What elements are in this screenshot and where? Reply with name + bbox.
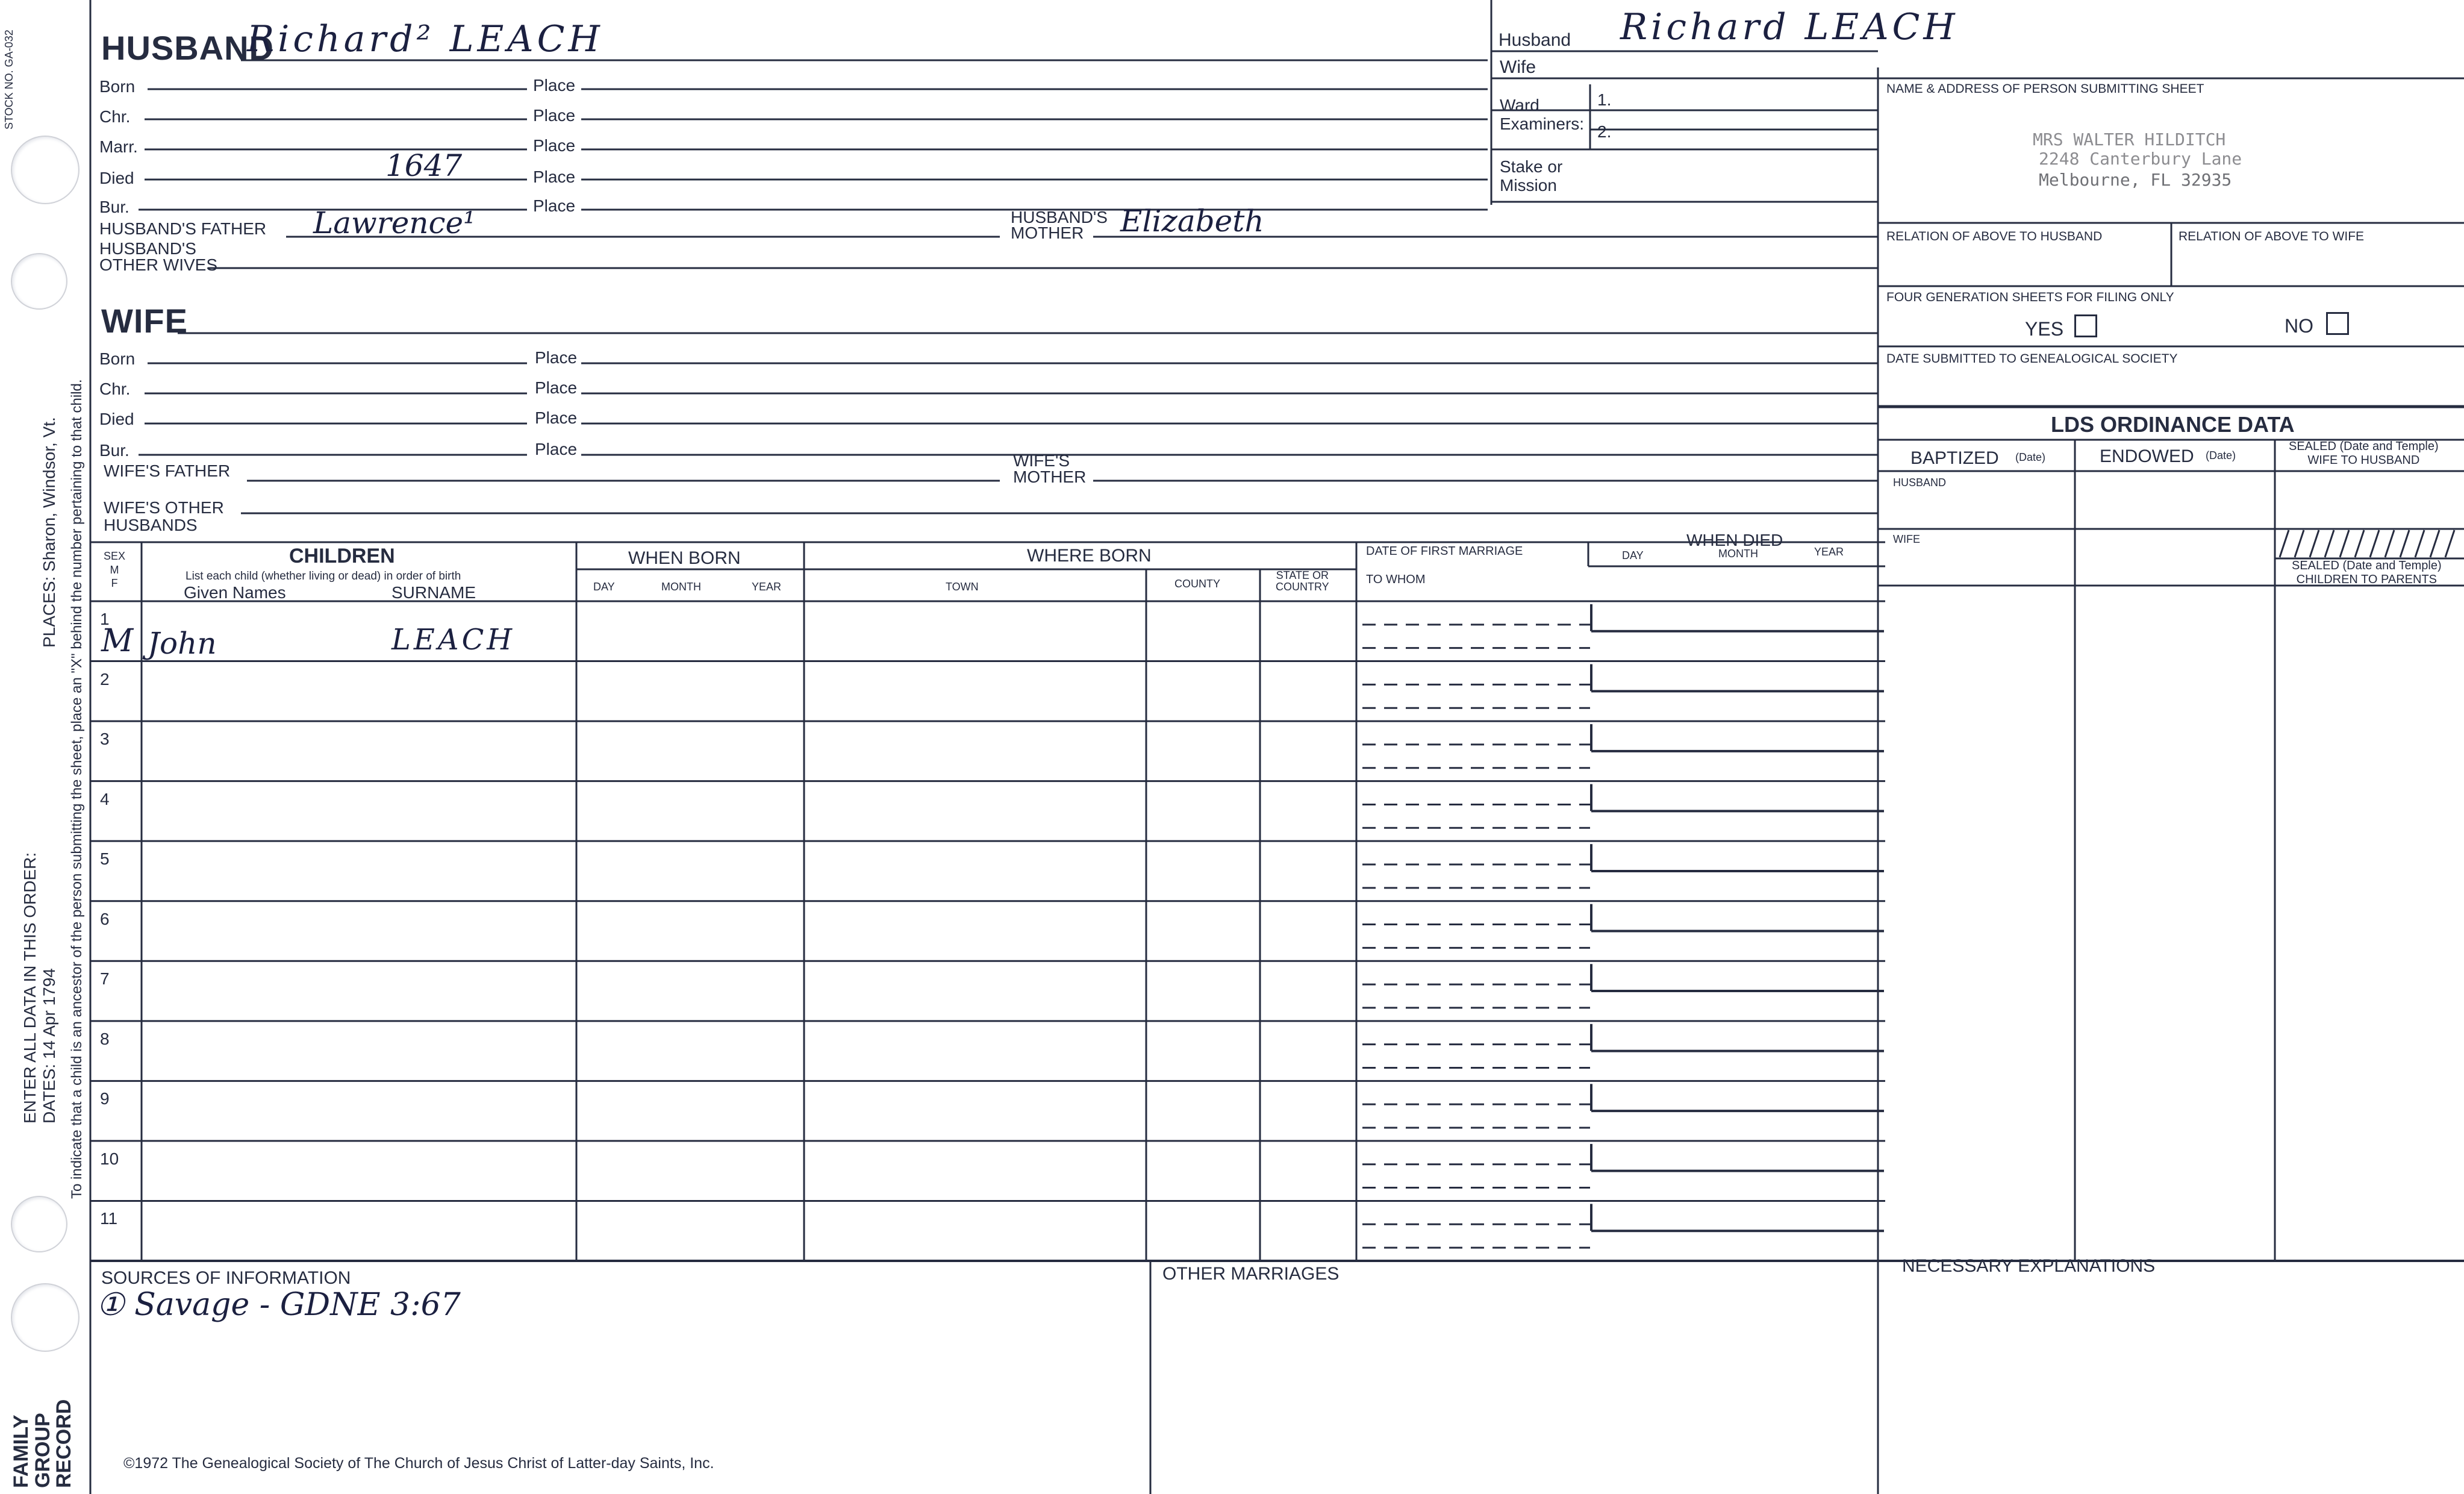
children-sex-label: SEX M F [104,550,126,589]
wife-label: WIFE [101,302,188,340]
child-row-number: 3 [100,730,110,749]
no-checkbox[interactable] [2326,312,2349,335]
stake-mission-label: Stake or Mission [1500,157,1563,195]
wife-other-husbands-label: WIFE'S OTHER HUSBANDS [104,498,224,535]
no-label: NO [2285,315,2313,337]
date-submitted-label: DATE SUBMITTED TO GENEALOGICAL SOCIETY [1886,352,2178,366]
wife-bur-label: Bur. [99,441,129,460]
where-born-label: WHERE BORN [1027,546,1152,566]
husband-marr-label: Marr. [99,137,138,156]
child-row-number: 6 [100,909,110,928]
child-sex-value[interactable]: M [101,623,134,659]
other-marriages-label: OTHER MARRIAGES [1162,1264,1340,1284]
died-year-label: YEAR [1814,546,1844,558]
wife-died-label: Died [99,410,134,428]
child-row-number: 2 [100,669,110,689]
county-label: COUNTY [1174,578,1220,590]
child-row-number: 10 [100,1149,119,1168]
header-husband-label: Husband [1499,30,1571,50]
instructions-dates: DATES: 14 Apr 1794 [40,968,58,1124]
wife-father-label: WIFE'S FATHER [104,461,231,480]
child-row-number: 5 [100,849,110,869]
child-surname-value[interactable]: LEACH [391,623,516,657]
husband-born-label: Born [99,77,136,96]
lds-sealed-wife-label: SEALED (Date and Temple) WIFE TO HUSBAND [2289,440,2439,467]
header-wife-label: Wife [1500,57,1536,77]
husband-mother-label: HUSBAND'S MOTHER [1011,208,1108,242]
husband-marr-place-label: Place [533,136,576,155]
husband-died-value[interactable]: 1647 [385,148,463,183]
child-given-name-value[interactable]: John [148,626,217,661]
husband-label: HUSBAND [101,29,274,67]
instructions-ancestor: To indicate that a child is an ancestor of the person submitting the sheet, place an "X" behind the number pertaining to that child. [69,379,85,1199]
sources-value[interactable]: ① Savage - GDNE 3:67 [96,1287,461,1323]
wife-chr-label: Chr. [99,380,131,398]
lds-sealed-children-label: SEALED (Date and Temple) CHILDREN TO PARENTS [2292,559,2442,586]
children-title: CHILDREN [289,545,395,567]
copyright: ©1972 The Genealogical Society of The Church of Jesus Christ of Latter-day Saints, Inc. [123,1455,714,1472]
punch-hole-lower [11,1196,67,1252]
submitter-label: NAME & ADDRESS OF PERSON SUBMITTING SHEET [1886,82,2204,96]
husband-name-value[interactable]: Richard² LEACH [247,18,604,60]
husband-died-place-label: Place [533,167,576,186]
stock-number: STOCK NO. GA-032 [3,30,15,130]
wife-died-place-label: Place [535,408,578,427]
when-born-label: WHEN BORN [628,548,741,568]
wife-chr-place-label: Place [535,378,578,397]
husband-born-place-label: Place [533,76,576,95]
husband-chr-place-label: Place [533,106,576,125]
first-marriage-label: DATE OF FIRST MARRIAGE [1366,545,1523,558]
form-title-vertical: FAMILY GROUP RECORD [10,1399,76,1488]
child-row-number: 4 [100,789,110,808]
husband-bur-place-label: Place [533,196,576,215]
husband-died-label: Died [99,169,134,187]
when-died-label: WHEN DIED [1686,531,1783,549]
lds-baptized-label: BAPTIZED [1910,448,1999,468]
yes-checkbox[interactable] [2074,314,2097,337]
lds-baptized-date-label: (Date) [2015,451,2046,463]
husband-bur-label: Bur. [99,198,129,216]
husband-father-label: HUSBAND'S FATHER [99,219,267,238]
husband-father-value[interactable]: Lawrence¹ [313,205,476,240]
lds-wife-row-label: WIFE [1893,533,1920,545]
children-list-note: List each child (whether living or dead) in order of birth [186,570,461,583]
state-country-label: STATE OR COUNTRY [1276,569,1329,593]
town-label: TOWN [946,581,979,593]
wife-born-label: Born [99,349,136,368]
instructions-places: PLACES: Sharon, Windsor, Vt. [40,417,58,648]
child-row-number: 8 [100,1029,110,1048]
lds-husband-row-label: HUSBAND [1893,477,1947,489]
punch-hole-bottom [11,1283,80,1352]
relation-husband-label: RELATION OF ABOVE TO HUSBAND [1886,230,2103,243]
born-year-label: YEAR [752,581,782,593]
submitter-stamp-line2: 2248 Canterbury Lane [2039,149,2242,169]
punch-hole-upper [11,253,67,310]
sources-label: SOURCES OF INFORMATION [101,1268,351,1288]
child-row-number: 9 [100,1089,110,1108]
submitter-stamp-line3: Melbourne, FL 32935 [2039,170,2232,190]
to-whom-label: TO WHOM [1366,573,1426,586]
relation-wife-label: RELATION OF ABOVE TO WIFE [2179,230,2365,243]
header-husband-value[interactable]: Richard LEACH [1620,6,1959,48]
examiner-2: 2. [1597,122,1612,141]
ward-examiners-label: Ward Examiners: [1500,96,1585,133]
born-day-label: DAY [593,581,615,593]
born-month-label: MONTH [661,581,701,593]
explanations-label: NECESSARY EXPLANATIONS [1902,1256,2156,1276]
child-row-number: 1 [100,610,110,628]
died-day-label: DAY [1622,549,1644,561]
child-row-number: 11 [100,1209,118,1228]
lds-endowed-date-label: (Date) [2206,449,2236,461]
husband-mother-value[interactable]: Elizabeth [1120,204,1264,239]
wife-born-place-label: Place [535,348,578,367]
husband-other-wives-label: HUSBAND'S OTHER WIVES [99,239,218,274]
four-generation-label: FOUR GENERATION SHEETS FOR FILING ONLY [1886,290,2174,304]
lds-title: LDS ORDINANCE DATA [2051,412,2295,437]
wife-mother-label: WIFE'S MOTHER [1013,451,1087,486]
punch-hole-top [11,136,80,204]
husband-chr-label: Chr. [99,107,131,126]
child-row-number: 7 [100,969,110,989]
lds-endowed-label: ENDOWED [2100,446,2194,466]
died-month-label: MONTH [1718,548,1758,560]
children-surname-label: SURNAME [391,583,476,602]
submitter-stamp-line1: MRS WALTER HILDITCH [2033,130,2226,149]
instructions-order: ENTER ALL DATA IN THIS ORDER: [20,852,39,1124]
examiner-1: 1. [1597,90,1612,109]
yes-label: YES [2025,318,2064,340]
wife-bur-place-label: Place [535,440,578,458]
children-given-names-label: Given Names [184,583,286,602]
